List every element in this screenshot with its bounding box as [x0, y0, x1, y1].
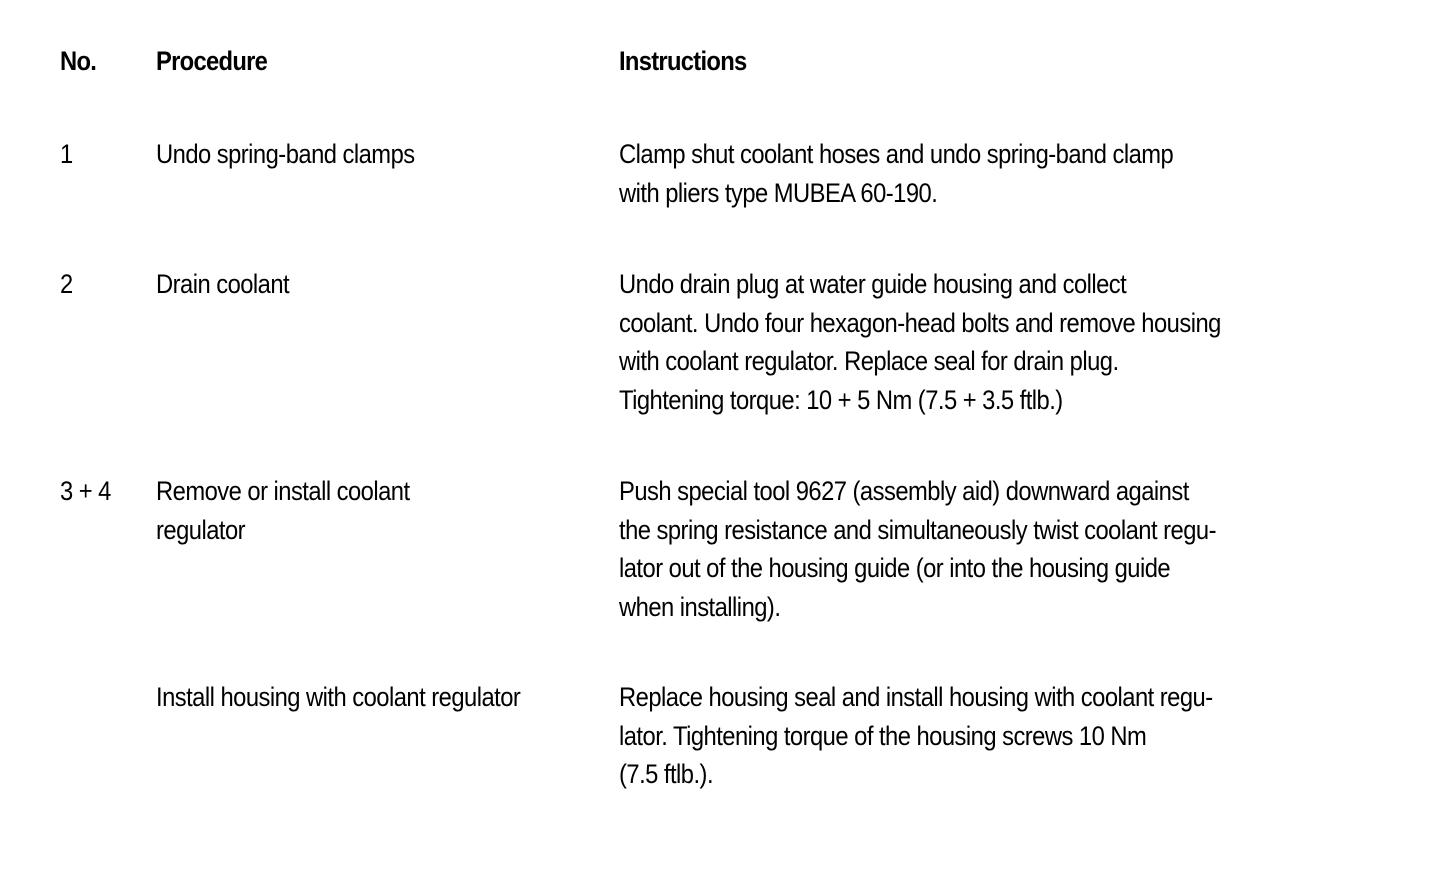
row-procedure [156, 678, 520, 717]
row-instructions [619, 472, 1216, 626]
instruction-line: with coolant regulator. Replace seal for drain plug. [619, 346, 1119, 376]
instruction-line: Replace housing seal and install housing with coolant regu- [619, 682, 1213, 712]
row-procedure [156, 265, 289, 304]
row-procedure [156, 135, 415, 174]
instruction-line: with pliers type MUBEA 60-190. [619, 177, 938, 208]
procedure-line: regulator [156, 514, 246, 545]
procedure-line: Install housing with coolant regulator [156, 682, 521, 712]
header-instructions: Instructions [619, 46, 747, 76]
procedure-line: Drain coolant [156, 269, 290, 299]
instruction-line: the spring resistance and simultaneously twist coolant regu- [619, 514, 1216, 545]
instruction-line: Undo drain plug at water guide housing and collect [619, 269, 1127, 299]
instruction-line: Clamp shut coolant hoses and undo spring-band clamp [619, 139, 1174, 169]
row-instructions [619, 135, 1173, 212]
procedure-line: Remove or install coolant [156, 476, 410, 506]
instruction-line: (7.5 ftlb.). [619, 759, 714, 789]
row-instructions [619, 265, 1221, 419]
instruction-line: when installing). [619, 591, 781, 622]
instruction-line: Tightening torque: 10 + 5 Nm (7.5 + 3.5 ftlb.) [619, 384, 1063, 415]
instruction-line: lator. Tightening torque of the housing screws 10 Nm [619, 720, 1147, 751]
instruction-line: lator out of the housing guide (or into the housing guide [619, 553, 1171, 583]
row-number: 1 [60, 139, 73, 169]
header-no: No. [60, 46, 97, 76]
row-number: 3 + 4 [60, 476, 111, 506]
procedure-line: Undo spring-band clamps [156, 139, 415, 169]
row-number: 2 [60, 269, 73, 299]
instruction-line: Push special tool 9627 (assembly aid) downward against [619, 476, 1189, 506]
header-procedure: Procedure [156, 46, 268, 76]
instruction-line: coolant. Undo four hexagon-head bolts and remove housing [619, 307, 1221, 338]
row-procedure [156, 472, 410, 549]
row-instructions [619, 678, 1213, 794]
